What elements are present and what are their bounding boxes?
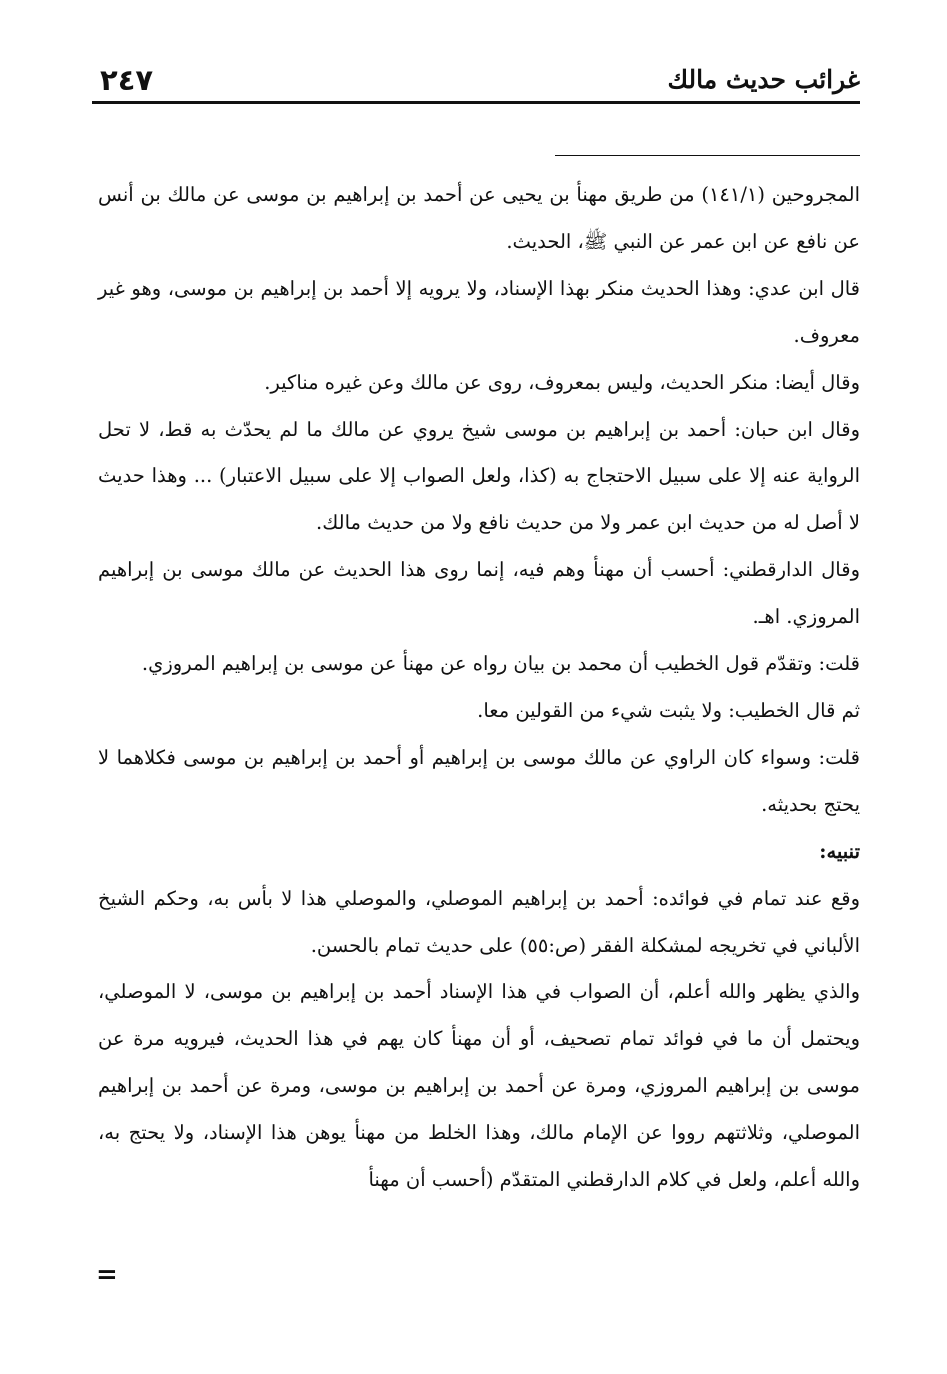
paragraph: وقال أيضا: منكر الحديث، وليس بمعروف، روى عن مالك وعن غيره مناكير. <box>264 370 860 394</box>
paragraph: المجروحين (١٤١/١) من طريق مهنأ بن يحيى عن أحمد بن إبراهيم بن موسى عن مالك بن أنس عن نافع عن ابن عمر عن النبي ﷺ، الحديث. <box>98 183 860 253</box>
paragraph: وقع عند تمام في فوائده: أحمد بن إبراهيم الموصلي، والموصلي هذا لا بأس به، وحكم الشيخ الألباني في تخريجه لمشكلة الفقر (ص:٥٥) على حديث تمام بالحسن. <box>98 886 860 957</box>
paragraph: قلت: وسواء كان الراوي عن مالك موسى بن إبراهيم أو أحمد بن إبراهيم بن موسى فكلاهما لا يحتج بحديثه. <box>98 745 860 816</box>
paragraph: ثم قال الخطيب: ولا يثبت شيء من القولين معا. <box>477 698 860 722</box>
paragraph: وقال ابن حبان: أحمد بن إبراهيم بن موسى شيخ يروي عن مالك ما لم يحدّث به قط، لا تحل الرواية عنه إلا على سبيل الاحتجاج به (كذا، ولعل الصواب إلا على سبيل الاعتبار) ... وهذا حديث لا أصل له من حديث ابن عمر ولا من حديث نافع ولا من حديث مالك. <box>98 417 860 535</box>
running-title: غرائب حديث مالك <box>667 65 860 94</box>
continuation-mark: = <box>96 1260 118 1290</box>
paragraph: والذي يظهر والله أعلم، أن الصواب في هذا الإسناد أحمد بن إبراهيم بن موسى، لا الموصلي، ويحتمل أن ما في فوائد تمام تصحيف، أو أن مهنأ كان يهم في هذا الحديث، فيرويه مرة عن موسى بن إبراهيم المروزي، ومرة عن أحمد بن إبراهيم بن موسى، ومرة عن أحمد بن إبراهيم الموصلي، وثلاثتهم رووا عن الإمام مالك، وهذا الخلط من مهنأ يوهن هذا الإسناد، ولا يحتج به، والله أعلم، ولعل في كلام الدارقطني المتقدّم (أحسب أن مهنأ <box>98 980 860 1192</box>
paragraph: قلت: وتقدّم قول الخطيب أن محمد بن بيان رواه عن مهنأ عن موسى بن إبراهيم المروزي. <box>141 652 860 676</box>
body-text <box>98 172 860 1204</box>
header-rule <box>92 101 860 104</box>
page-header <box>92 62 860 100</box>
section-heading: تنبيه: <box>819 839 860 863</box>
page-number: ٢٤٧ <box>100 63 154 97</box>
paragraph: وقال الدارقطني: أحسب أن مهنأ وهم فيه، إنما روى هذا الحديث عن مالك موسى بن إبراهيم المروزي. اهـ. <box>98 558 860 629</box>
footnote-rule <box>555 155 860 156</box>
paragraph: قال ابن عدي: وهذا الحديث منكر بهذا الإسناد، ولا يرويه إلا أحمد بن إبراهيم بن موسى، وهو غير معروف. <box>98 276 860 347</box>
